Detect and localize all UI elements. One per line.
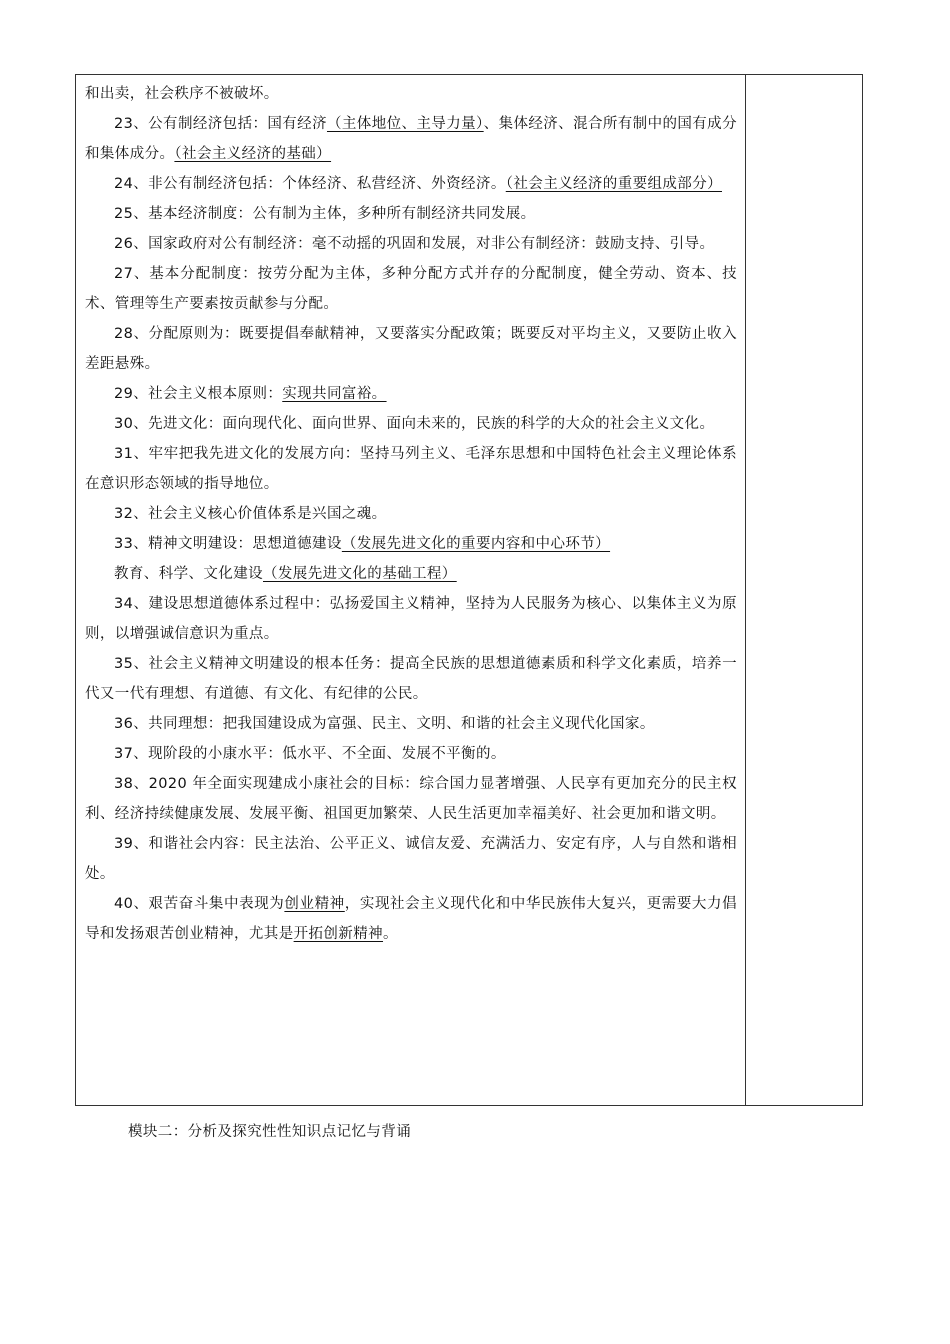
point-29: 29、社会主义根本原则：实现共同富裕。 — [114, 386, 387, 402]
point-27: 27、基本分配制度：按劳分配为主体，多种分配方式并存的分配制度，健全劳动、资本、技术、管理等生产要素按贡献参与分配。 — [85, 266, 737, 312]
point-25: 25、基本经济制度：公有制为主体，多种所有制经济共同发展。 — [114, 206, 536, 222]
point-22-continued: 和出卖，社会秩序不被破坏。 — [85, 86, 279, 102]
point-33: 33、精神文明建设：思想道德建设（发展先进文化的重要内容和中心环节） — [114, 536, 611, 552]
point-39: 39、和谐社会内容：民主法治、公平正义、诚信友爱、充满活力、安定有序，人与自然和谐相处。 — [85, 836, 737, 882]
point-34: 34、建设思想道德体系过程中：弘扬爱国主义精神，坚持为人民服务为核心、以集体主义为原则，以增强诚信意识为重点。 — [85, 596, 737, 642]
point-30: 30、先进文化：面向现代化、面向世界、面向未来的，民族的科学的大众的社会主义文化。 — [114, 416, 715, 432]
point-28: 28、分配原则为：既要提倡奉献精神，又要落实分配政策；既要反对平均主义，又要防止收入差距悬殊。 — [85, 326, 737, 372]
point-40: 40、艰苦奋斗集中表现为创业精神，实现社会主义现代化和中华民族伟大复兴，更需要大力倡导和发扬艰苦创业精神，尤其是开拓创新精神。 — [85, 896, 737, 942]
point-35: 35、社会主义精神文明建设的根本任务：提高全民族的思想道德素质和科学文化素质，培养一代又一代有理想、有道德、有文化、有纪律的公民。 — [85, 656, 737, 702]
point-33-sub: 教育、科学、文化建设（发展先进文化的基础工程） — [114, 566, 457, 582]
knowledge-points — [85, 79, 737, 949]
point-31: 31、牢牢把我先进文化的发展方向：坚持马列主义、毛泽东思想和中国特色社会主义理论体系在意识形态领域的指导地位。 — [85, 446, 737, 492]
point-23: 23、公有制经济包括：国有经济（主体地位、主导力量）、集体经济、混合所有制中的国有成分和集体成分。（社会主义经济的基础） — [85, 116, 737, 162]
point-32: 32、社会主义核心价值体系是兴国之魂。 — [114, 506, 387, 522]
point-36: 36、共同理想：把我国建设成为富强、民主、文明、和谐的社会主义现代化国家。 — [114, 716, 655, 732]
point-26: 26、国家政府对公有制经济：毫不动摇的巩固和发展，对非公有制经济：鼓励支持、引导。 — [114, 236, 715, 252]
point-24: 24、非公有制经济包括：个体经济、私营经济、外资经济。（社会主义经济的重要组成部分） — [114, 176, 722, 192]
notes-column — [745, 75, 746, 1105]
point-37: 37、现阶段的小康水平：低水平、不全面、发展不平衡的。 — [114, 746, 506, 762]
point-38: 38、2020 年全面实现建成小康社会的目标：综合国力显著增强、人民享有更加充分的民主权利、经济持续健康发展、发展平衡、祖国更加繁荣、人民生活更加幸福美好、社会更加和谐文明。 — [85, 776, 737, 822]
content-table — [75, 74, 863, 1106]
module-two-heading: 模块二：分析及探究性性知识点记忆与背诵 — [128, 1124, 412, 1140]
